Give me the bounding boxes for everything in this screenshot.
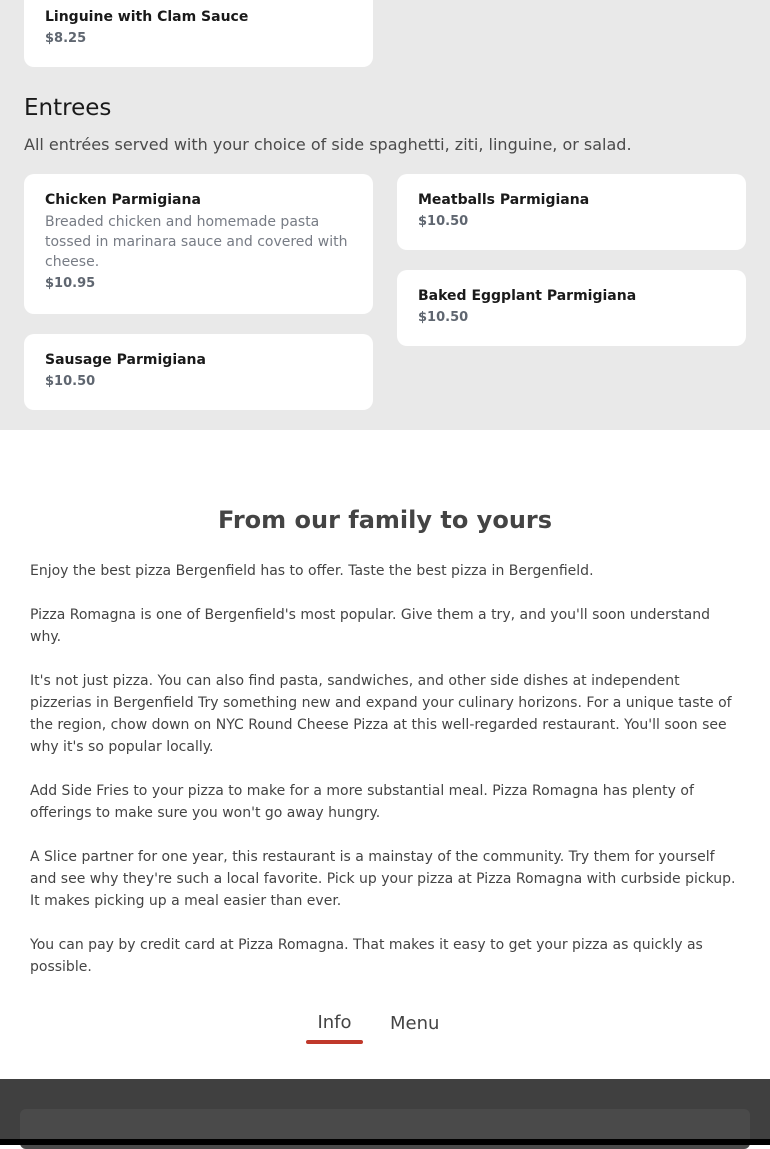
item-description: Breaded chicken and homemade pasta tossed in marinara sauce and covered with cheese. xyxy=(45,214,348,270)
item-name: Sausage Parmigiana xyxy=(45,352,206,368)
menu-area xyxy=(0,0,770,430)
menu-item-card[interactable] xyxy=(24,334,373,410)
menu-item-card[interactable] xyxy=(397,270,746,346)
item-price: $10.95 xyxy=(45,276,96,291)
section-subtitle: All entrées served with your choice of side spaghetti, ziti, linguine, or salad. xyxy=(24,135,632,154)
tab-menu[interactable]: Menu xyxy=(390,1013,440,1034)
about-title: From our family to yours xyxy=(217,506,553,534)
about-paragraph: Add Side Fries to your pizza to make for a more substantial meal. Pizza Romagna has plenty of offerings to make sure you won't go away hungry. xyxy=(30,783,694,821)
about-paragraph: You can pay by credit card at Pizza Romagna. That makes it easy to get your pizza as quickly as possible. xyxy=(30,937,703,975)
tab-bar xyxy=(0,1012,770,1052)
item-price: $10.50 xyxy=(45,374,96,389)
about-paragraph: Enjoy the best pizza Bergenfield has to offer. Taste the best pizza in Bergenfield. xyxy=(30,563,594,579)
item-price: $10.50 xyxy=(418,214,469,229)
menu-item-card[interactable] xyxy=(24,174,373,314)
menu-item-card[interactable] xyxy=(397,174,746,250)
section-title: Entrees xyxy=(24,95,112,121)
item-name: Baked Eggplant Parmigiana xyxy=(418,288,637,304)
item-name: Chicken Parmigiana xyxy=(45,192,201,208)
menu-item-card[interactable] xyxy=(24,0,373,67)
about-paragraph: It's not just pizza. You can also find pasta, sandwiches, and other side dishes at independent pizzerias in Bergenfield Try something new and expand your culinary horizons. For a unique taste of the region, chow down on NYC Round Cheese Pizza at this well-regarded restaurant. You'll soon see why it's so popular locally. xyxy=(30,673,732,755)
about-paragraph: A Slice partner for one year, this restaurant is a mainstay of the community. Try them for yourself and see why they're such a local favorite. Pick up your pizza at Pizza Romagna with curbside pickup. It makes picking up a meal easier than ever. xyxy=(30,849,736,909)
footer xyxy=(0,1079,770,1145)
item-price: $8.25 xyxy=(45,31,87,46)
about-text xyxy=(30,560,745,1000)
about-paragraph: Pizza Romagna is one of Bergenfield's most popular. Give them a try, and you'll soon understand why. xyxy=(30,607,710,645)
item-name: Linguine with Clam Sauce xyxy=(45,9,249,25)
item-price: $10.50 xyxy=(418,310,469,325)
item-name: Meatballs Parmigiana xyxy=(418,192,590,208)
bottom-bar xyxy=(0,1139,770,1145)
about-section xyxy=(0,430,770,1079)
tab-info[interactable]: Info xyxy=(306,1012,363,1033)
